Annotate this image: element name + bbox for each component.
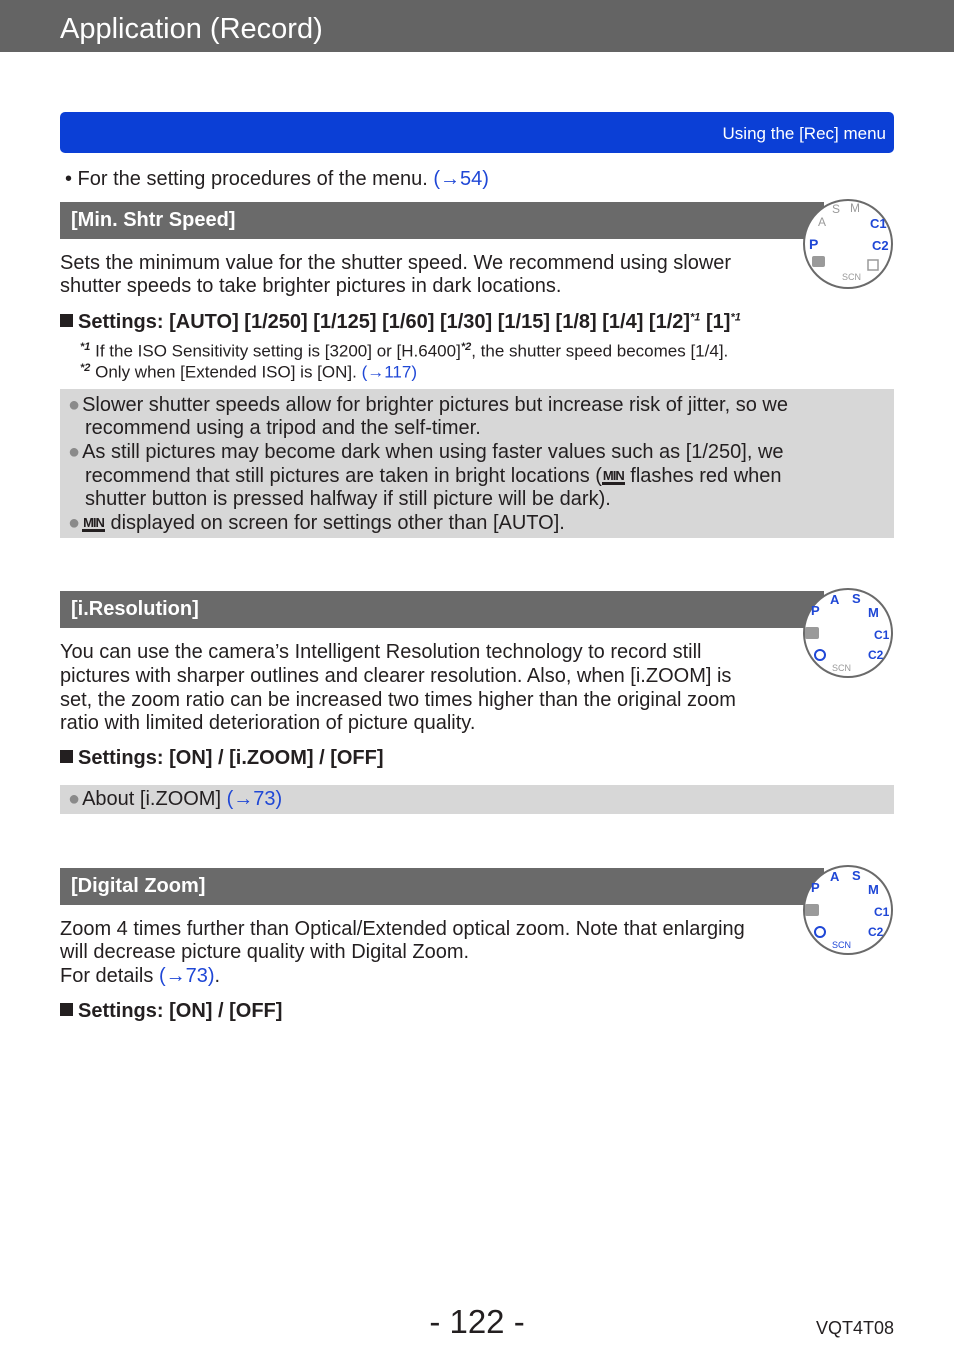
dial-ia-icon [805, 627, 819, 639]
intro-text: • For the setting procedures of the menu. [65, 168, 434, 190]
header-bar [0, 0, 954, 52]
footnote-mark: *1 [690, 311, 701, 324]
dial-c1-label: C1 [874, 628, 890, 642]
dial-c2-label: C2 [868, 648, 884, 662]
note-link[interactable]: (→73) [226, 788, 283, 810]
dial-c1-label: C1 [870, 216, 887, 231]
section2-settings [60, 747, 384, 770]
footnote-text: If the ISO Sensitivity setting is [3200] or [H.6400] [90, 341, 461, 361]
section-title: [i.Resolution] [71, 598, 199, 620]
note-bullet-2 [68, 441, 784, 465]
dial-a-label: A [818, 215, 827, 229]
note-text: shutter button is pressed halfway if still picture will be dark). [85, 488, 611, 510]
dial-p-label: P [809, 236, 819, 252]
note-bullet-3 [68, 512, 565, 536]
notes-box-i-resolution [60, 785, 894, 814]
details-text: For details [60, 965, 159, 987]
footnote-link[interactable]: (→117) [361, 362, 418, 382]
footnote-2 [80, 358, 417, 383]
section-header-min-shtr-speed [60, 202, 827, 239]
section3-line3 [60, 965, 220, 989]
section1-desc-line1: Sets the minimum value for the shutter speed. We recommend using slower [60, 252, 732, 274]
square-bullet-icon [60, 314, 73, 327]
chapter-label: Using the [Rec] menu [722, 124, 886, 143]
footnote-text: , the shutter speed becomes [1/4]. [471, 341, 729, 361]
details-link[interactable]: (→73) [158, 965, 215, 987]
note-text: flashes red when [624, 465, 782, 487]
chapter-band [60, 112, 894, 153]
footnote-mark: *1 [80, 341, 91, 353]
dial-s-label: S [832, 202, 841, 216]
section-title: [Min. Shtr Speed] [71, 209, 236, 231]
section2-line4: ratio with limited deterioration of picture quality. [60, 712, 476, 734]
section2-line3: set, the zoom ratio can be increased two times higher than the original zoom [60, 689, 736, 711]
intro-link[interactable]: (→54) [433, 168, 489, 190]
square-bullet-icon [60, 750, 73, 763]
section3-line1: Zoom 4 times further than Optical/Extended optical zoom. Note that enlarging [60, 918, 745, 940]
note-bullet [68, 788, 282, 812]
note-text: recommend that still pictures are taken in bright locations ( [85, 465, 602, 487]
section2-line2: pictures with sharper outlines and clearer resolution. Also, when [i.ZOOM] is [60, 665, 732, 687]
note-text: Slower shutter speeds allow for brighter pictures but increase risk of jitter, so we [82, 394, 788, 416]
settings-last-value: [1] [700, 311, 731, 333]
dial-m-label: M [868, 882, 879, 897]
min-shutter-icon: MIN [602, 468, 624, 483]
note-text: About [i.ZOOM] [82, 788, 227, 810]
settings-values: Settings: [ON] / [OFF] [78, 1000, 283, 1022]
note-text: displayed on screen for settings other than [AUTO]. [104, 512, 565, 534]
dial-c2-label: C2 [868, 925, 884, 939]
dial-m-label: M [850, 201, 860, 215]
note-text: As still pictures may become dark when using faster values such as [1/250], we [82, 441, 784, 463]
dial-s-label: S [852, 591, 861, 606]
note-bullet-1 [68, 394, 788, 418]
note-text: recommend using a tripod and the self-timer. [85, 417, 481, 439]
section-header-i-resolution [60, 591, 824, 628]
details-end: . [214, 965, 221, 987]
intro-line [65, 168, 489, 192]
mode-dial-icon [802, 198, 894, 290]
dial-ia-icon [805, 904, 819, 916]
dial-p-label: P [811, 603, 820, 618]
min-shutter-icon: MIN [83, 515, 104, 530]
dial-a-label: A [830, 869, 840, 884]
document-code: VQT4T08 [815, 1318, 894, 1338]
footnote-mark: *2 [460, 341, 472, 353]
notes-box-min-shtr-speed [60, 389, 894, 538]
section-header-digital-zoom [60, 868, 824, 905]
dial-c1-label: C1 [874, 905, 890, 919]
footnote-text: Only when [Extended ISO] is [ON]. [90, 362, 362, 382]
mode-dial-icon [802, 864, 894, 956]
dial-p-label: P [811, 880, 820, 895]
dial-scn-label: SCN [832, 940, 852, 950]
dial-ia-icon [812, 256, 825, 267]
dial-c2-label: C2 [872, 238, 889, 253]
section-title: [Digital Zoom] [71, 875, 206, 897]
section3-settings [60, 1000, 282, 1023]
settings-values: Settings: [ON] / [i.ZOOM] / [OFF] [78, 747, 384, 769]
bullet-dot-icon: ● [68, 788, 81, 810]
bullet-dot-icon: ● [68, 512, 81, 534]
bullet-dot-icon: ● [68, 441, 81, 463]
footnote-mark: *1 [730, 311, 741, 324]
settings-values: Settings: [AUTO] [1/250] [1/125] [1/60] [1/30] [1/15] [1/8] [1/4] [1/2] [78, 311, 691, 333]
mode-dial-icon [802, 587, 894, 679]
section3-line2: will decrease picture quality with Digital Zoom. [60, 941, 470, 963]
section1-settings [60, 311, 741, 334]
dial-scn-label: SCN [842, 272, 862, 282]
footnote-mark: *2 [80, 362, 91, 374]
page-title: Application (Record) [60, 13, 323, 45]
note-line [85, 465, 782, 489]
page-number: - 122 - [429, 1303, 525, 1340]
dial-scn-label: SCN [832, 663, 852, 673]
bullet-dot-icon: ● [68, 394, 81, 416]
dial-a-label: A [830, 592, 840, 607]
section2-line1: You can use the camera’s Intelligent Resolution technology to record still [60, 641, 702, 663]
dial-m-label: M [868, 605, 879, 620]
square-bullet-icon [60, 1003, 73, 1016]
section1-desc-line2: shutter speeds to take brighter pictures in dark locations. [60, 275, 562, 297]
dial-s-label: S [852, 868, 861, 883]
